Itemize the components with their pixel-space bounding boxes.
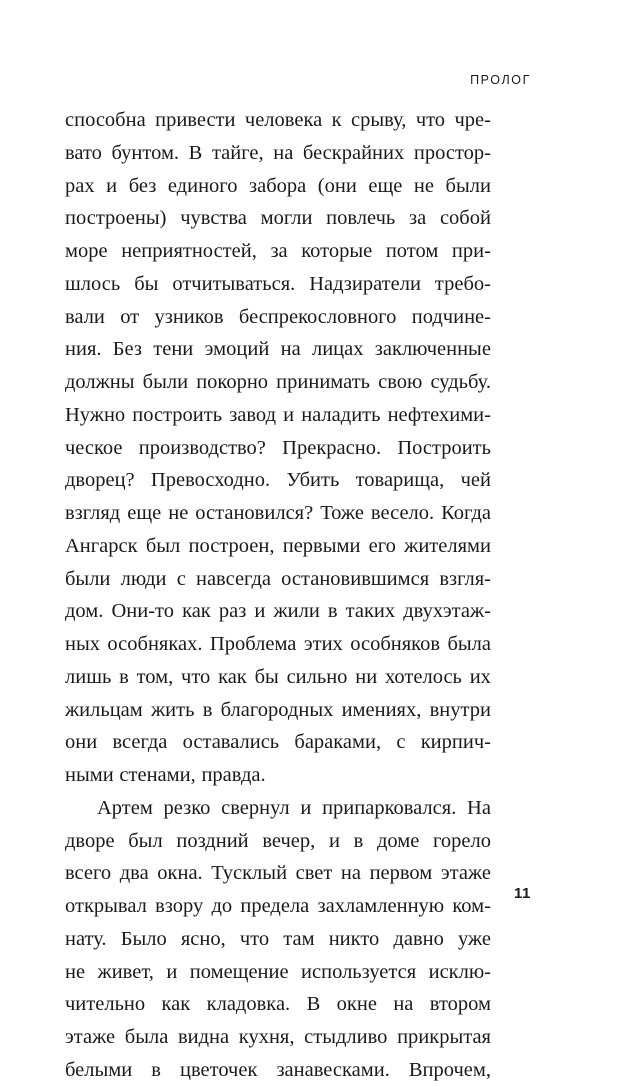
body-text [65,104,491,1087]
text-line: вато бунтом. В тайге, на бескрайних простор- [65,141,491,164]
text-line: открывал взору до предела захламленную ком- [65,895,491,917]
text-line: не живет, и помещение используется исклю- [65,960,491,983]
text-line: они всегда оставались бараками, с кирпич- [65,731,491,754]
text-line: дом. Они-то как раз и жили в таких двухэтаж- [65,600,491,623]
text-line: ческое производство? Прекрасно. Построить [65,436,491,459]
text-line: Артем резко свернул и припарковался. На [97,796,491,819]
text-line: всего два окна. Тусклый свет на первом этаже [65,862,491,885]
text-line: построены) чувства могли повлечь за собой [65,207,491,230]
text-line: должны были покорно принимать свою судьбу. [65,371,491,393]
text-line: шлось бы отчитываться. Надзиратели требо- [65,272,491,295]
text-line: ных особняках. Проблема этих особняков была [65,633,491,655]
text-line: Нужно построить завод и наладить нефтехими- [65,403,491,426]
page-number: 11 [514,885,531,902]
text-line: белыми в цветочек занавесками. Впрочем, [65,1058,491,1081]
text-line: нату. Было ясно, что там никто давно уже [65,927,491,950]
text-line: жильцам жить в благородных имениях, внутри [65,698,491,721]
text-line: лишь в том, что как бы сильно ни хотелось их [65,665,491,688]
text-line: рах и без единого забора (они еще не были [65,174,491,197]
text-line: способна привести человека к срыву, что чре- [65,109,491,131]
text-line: вали от узников беспрекословного подчине- [65,305,491,328]
text-line: ния. Без тени эмоций на лицах заключенные [65,338,491,361]
text-line: ными стенами, правда. [65,764,266,786]
text-line: дворе был поздний вечер, и в доме горело [65,829,491,852]
text-line: этаже была видна кухня, стыдливо прикрытая [65,1026,491,1048]
text-line: были люди с навсегда остановившимся взгля- [65,567,491,590]
text-line: чительно как кладовка. В окне на втором [65,993,491,1016]
text-line: взгляд еще не остановился? Тоже весело. Когда [65,502,491,524]
text-line: дворец? Превосходно. Убить товарища, чей [65,469,491,492]
text-line: море неприятностей, за которые потом при- [65,240,491,262]
text-line: Ангарск был построен, первыми его жителями [65,534,491,557]
running-head: ПРОЛОГ [470,73,531,87]
